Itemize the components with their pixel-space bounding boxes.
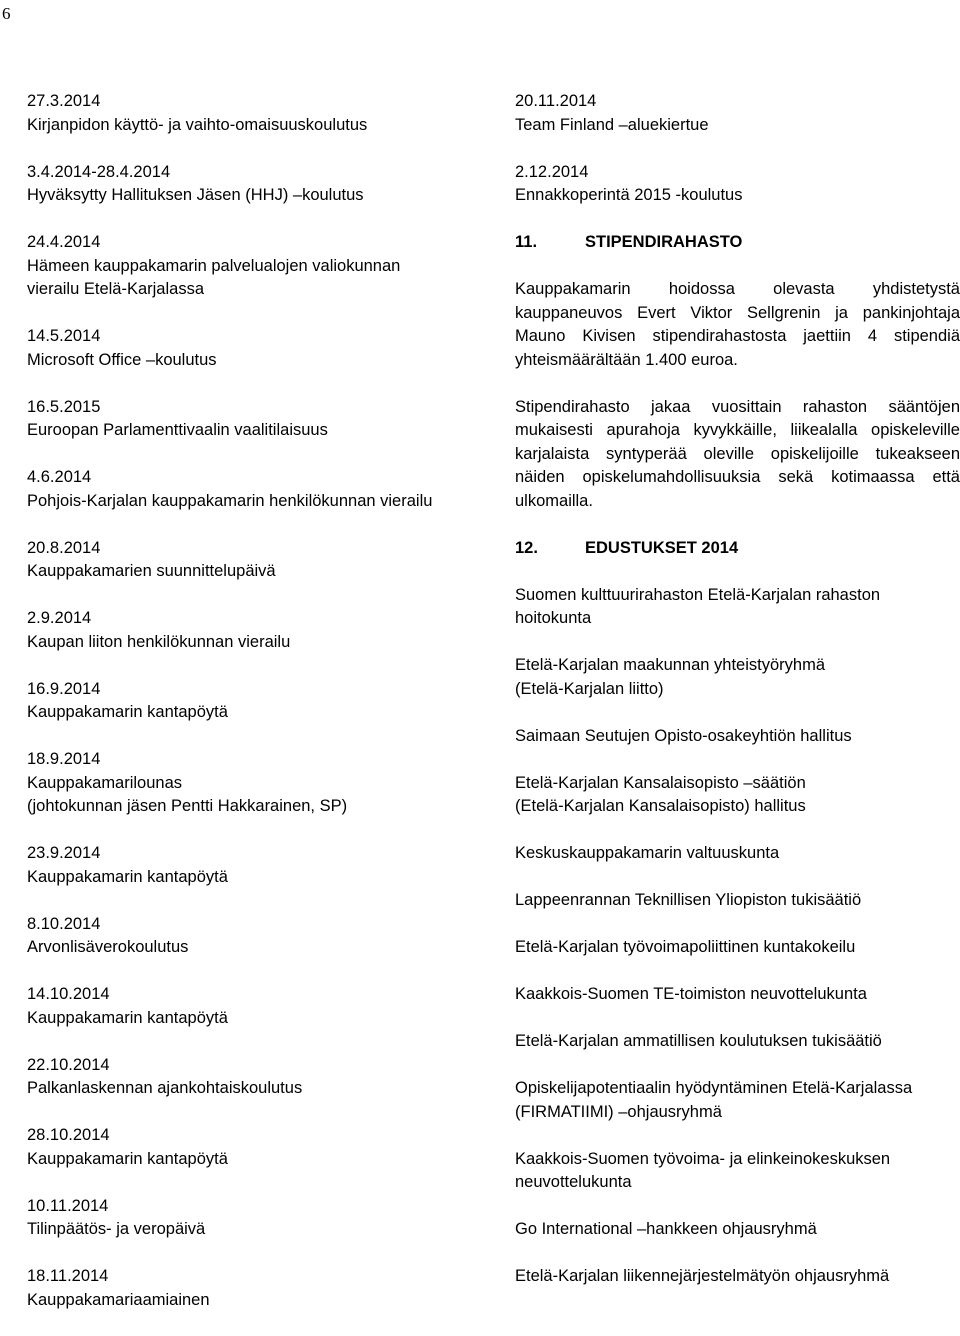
event-entry [27,842,457,889]
representation-line: (FIRMATIIMI) –ohjausryhmä [515,1102,722,1121]
right-column [515,90,960,1312]
event-entry [27,678,457,725]
representation-item [515,1218,960,1242]
event-date: 10.11.2014 [27,1196,109,1215]
representation-line: hoitokunta [515,609,592,627]
event-description: Kauppakamariaamiainen [27,1290,210,1309]
event-date: 18.9.2014 [27,750,101,768]
section-number: 11. [515,233,538,251]
event-date: 20.11.2014 [515,92,597,110]
event-description: vierailu Etelä-Karjalassa [27,280,204,298]
event-date: 8.10.2014 [27,914,101,933]
event-description: Kirjanpidon käyttö- ja vaihto-omaisuuskoulutus [27,115,368,134]
section-heading [515,537,960,561]
event-date: 18.11.2014 [27,1267,109,1285]
event-description: Tilinpäätös- ja veropäivä [27,1220,206,1238]
representation-line: Go International –hankkeen ohjausryhmä [515,1220,817,1238]
representation-item [515,654,960,701]
event-entry [27,983,457,1030]
representation-item [515,983,960,1007]
event-date: 3.4.2014-28.4.2014 [27,162,171,181]
event-date: 14.10.2014 [27,985,110,1003]
representation-line: neuvottelukunta [515,1173,632,1191]
representation-item [515,772,960,819]
representation-item [515,842,960,866]
event-entry [27,325,457,372]
event-date: 28.10.2014 [27,1126,110,1144]
event-date: 22.10.2014 [27,1055,110,1074]
event-date: 4.6.2014 [27,468,92,486]
event-description: (johtokunnan jäsen Pentti Hakkarainen, SP) [27,797,348,815]
event-entry [515,90,960,137]
event-description: Arvonlisäverokoulutus [27,938,189,956]
representation-line: Etelä-Karjalan maakunnan yhteistyöryhmä [515,656,825,674]
paragraph: Stipendirahasto jakaa vuosittain rahaston sääntöjen mukaisesti apurahoja kyvykkäille, liikealalla opiskeleville karjalaista syntyperää oleville opiskelijoille tukeakseen näiden opiskelumahdollisuuksia sekä kotimaassa että ulkomailla. [515,397,960,510]
representation-line: Kaakkois-Suomen työvoima- ja elinkeinokeskuksen [515,1149,891,1168]
event-date: 16.9.2014 [27,679,101,698]
event-entry [27,1265,457,1312]
representation-line: (Etelä-Karjalan Kansalaisopisto) hallitus [515,797,806,815]
representation-line: Suomen kulttuurirahaston Etelä-Karjalan rahaston [515,585,881,604]
representation-line: Etelä-Karjalan liikennejärjestelmätyön ohjausryhmä [515,1267,890,1285]
event-description: Palkanlaskennan ajankohtaiskoulutus [27,1079,303,1097]
event-entry [27,1054,457,1101]
representation-line: Etelä-Karjalan Kansalaisopisto –säätiön [515,773,806,792]
event-entry [27,748,457,819]
representation-line: Opiskelijapotentiaalin hyödyntäminen Etelä-Karjalassa [515,1079,913,1097]
representation-item [515,1077,960,1124]
representation-line: Etelä-Karjalan työvoimapoliittinen kuntakokeilu [515,938,856,956]
event-date: 27.3.2014 [27,92,101,110]
left-column [27,90,457,1336]
event-description: Hyväksytty Hallituksen Jäsen (HHJ) –koulutus [27,186,364,204]
page-number: 6 [2,4,11,23]
event-date: 14.5.2014 [27,327,101,345]
event-description: Ennakkoperintä 2015 -koulutus [515,186,743,204]
event-description: Euroopan Parlamenttivaalin vaalitilaisuus [27,421,328,439]
event-description: Kauppakamarin kantapöytä [27,1149,228,1168]
event-date: 20.8.2014 [27,538,101,557]
event-description: Microsoft Office –koulutus [27,350,217,369]
event-description: Kauppakamarilounas [27,773,183,792]
event-description: Kauppakamarin kantapöytä [27,1008,228,1027]
representation-item [515,725,960,749]
section-number: 12. [515,538,538,557]
event-date: 16.5.2015 [27,397,101,416]
section-edustukset [515,537,960,1289]
event-description: Hämeen kauppakamarin palvelualojen valiokunnan [27,256,401,275]
event-entry [27,1195,457,1242]
representation-line: Kaakkois-Suomen TE-toimiston neuvottelukunta [515,985,867,1003]
representation-item [515,1265,960,1289]
representation-item [515,584,960,631]
event-date: 2.12.2014 [515,162,589,181]
event-date: 24.4.2014 [27,233,101,251]
representation-line: (Etelä-Karjalan liitto) [515,679,664,698]
event-entry [27,607,457,654]
event-description: Kaupan liiton henkilökunnan vierailu [27,632,291,651]
event-entry [27,90,457,137]
event-date: 23.9.2014 [27,844,101,862]
event-description: Kauppakamarin kantapöytä [27,703,228,721]
representation-line: Keskuskauppakamarin valtuuskunta [515,844,780,862]
event-entry [27,231,457,302]
event-description: Team Finland –aluekiertue [515,115,709,134]
section-title: STIPENDIRAHASTO [585,233,743,251]
representation-item [515,1030,960,1054]
section-stipendirahasto [515,231,960,513]
representation-item [515,889,960,913]
section-heading [515,231,960,255]
event-entry [27,1124,457,1171]
representation-line: Saimaan Seutujen Opisto-osakeyhtiön hallitus [515,726,852,745]
event-description: Kauppakamarien suunnittelupäivä [27,562,276,580]
representation-item [515,936,960,960]
representation-line: Etelä-Karjalan ammatillisen koulutuksen tukisäätiö [515,1032,882,1050]
event-date: 2.9.2014 [27,609,92,627]
event-entry [515,161,960,208]
representation-line: Lappeenrannan Teknillisen Yliopiston tukisäätiö [515,891,862,909]
event-entry [27,537,457,584]
event-entry [27,466,457,513]
event-description: Kauppakamarin kantapöytä [27,867,228,886]
event-entry [27,913,457,960]
paragraph: Kauppakamarin hoidossa olevasta yhdistetystä kauppaneuvos Evert Viktor Sellgrenin ja pankinjohtaja Mauno Kivisen stipendirahastosta jaettiin 4 stipendiä yhteismäärältään 1.400 euroa. [515,280,960,369]
event-entry [27,161,457,208]
section-title: EDUSTUKSET 2014 [585,538,739,557]
event-entry [27,396,457,443]
event-description: Pohjois-Karjalan kauppakamarin henkilökunnan vierailu [27,491,433,510]
representation-item [515,1148,960,1195]
